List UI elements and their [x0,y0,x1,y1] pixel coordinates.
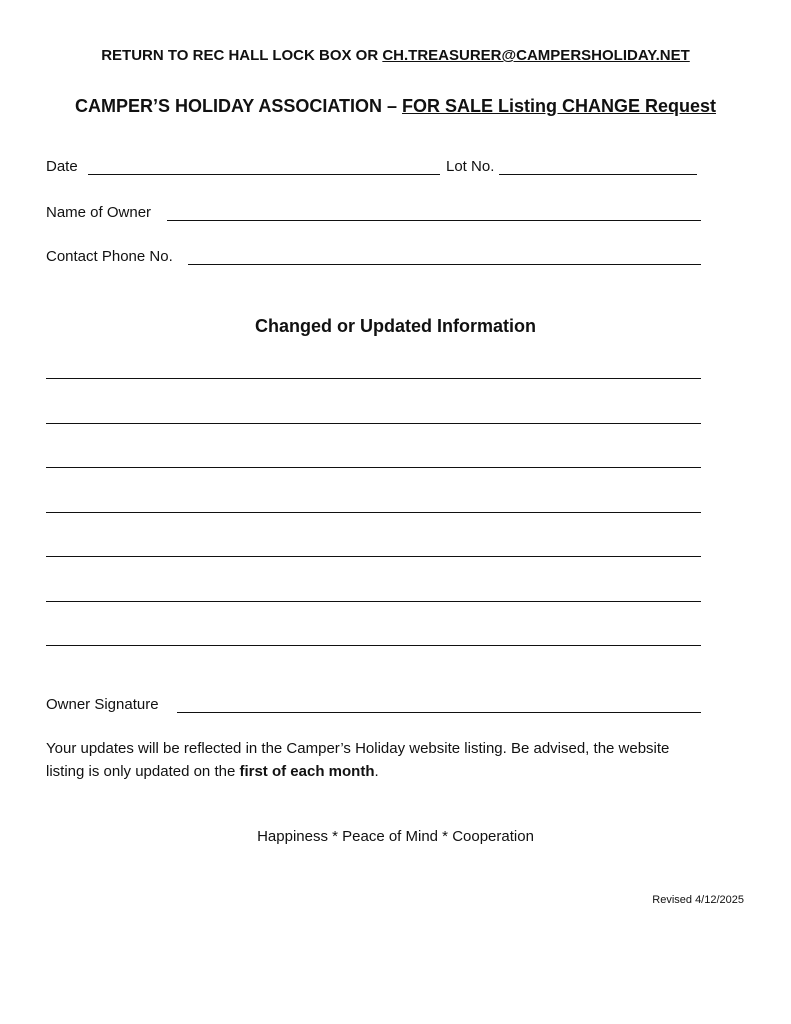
owner-name-field[interactable] [167,220,701,221]
return-instructions [0,47,791,64]
contact-phone-label: Contact Phone No. [46,248,173,265]
contact-phone-field[interactable] [188,264,701,265]
update-notice [46,737,706,783]
changed-info-line[interactable] [46,378,701,379]
association-motto: Happiness * Peace of Mind * Cooperation [257,828,534,845]
changed-info-line[interactable] [46,423,701,424]
update-notice-emphasis: first of each month [239,763,375,780]
treasurer-email-link[interactable]: CH.TREASURER@CAMPERSHOLIDAY.NET [382,47,690,64]
date-field[interactable] [88,174,440,175]
lot-number-label: Lot No. [446,158,495,175]
form-title-request: FOR SALE Listing CHANGE Request [402,96,717,116]
form-title [0,96,791,117]
owner-signature-label: Owner Signature [46,696,159,713]
changed-info-heading: Changed or Updated Information [255,316,536,336]
changed-info-line[interactable] [46,601,701,602]
revision-date: Revised 4/12/2025 [652,894,744,906]
changed-info-line[interactable] [46,467,701,468]
return-instructions-text: RETURN TO REC HALL LOCK BOX OR [101,47,383,64]
changed-info-line[interactable] [46,645,701,646]
changed-info-line[interactable] [46,512,701,513]
update-notice-text: Your updates will be reflected in the Camper’s Holiday website listing. Be advised, the website listing is only updated on the [46,740,670,780]
owner-signature-field[interactable] [177,712,701,713]
update-notice-end: . [374,763,379,780]
form-title-association: CAMPER’S HOLIDAY ASSOCIATION – [74,96,403,116]
lot-number-field[interactable] [499,174,697,175]
date-label: Date [46,158,78,175]
changed-info-line[interactable] [46,556,701,557]
owner-name-label: Name of Owner [46,204,152,221]
